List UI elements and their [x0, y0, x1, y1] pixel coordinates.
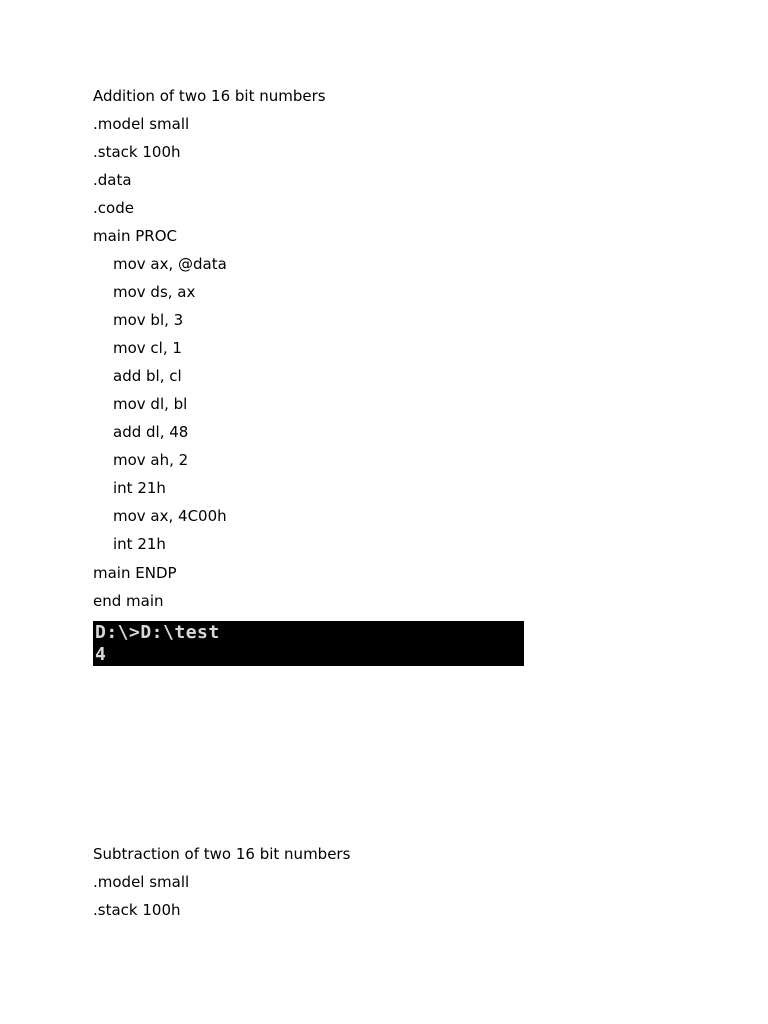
section-title-addition: Addition of two 16 bit numbers	[93, 87, 326, 105]
code-line: .stack 100h	[93, 143, 181, 161]
code-line: main PROC	[93, 227, 177, 245]
code-line: mov cl, 1	[113, 339, 182, 357]
terminal-command-line: D:\>D:\test	[95, 622, 220, 643]
code-line: mov dl, bl	[113, 395, 188, 413]
code-line: int 21h	[113, 535, 166, 553]
section-title-subtraction: Subtraction of two 16 bit numbers	[93, 845, 351, 863]
code-line: mov ax, @data	[113, 255, 227, 273]
code-line: int 21h	[113, 479, 166, 497]
terminal-output-screenshot	[93, 621, 524, 666]
code-line: mov ah, 2	[113, 451, 189, 469]
code-line: mov bl, 3	[113, 311, 184, 329]
code-line: mov ds, ax	[113, 283, 196, 301]
code-line: mov ax, 4C00h	[113, 507, 227, 525]
code-line: .model small	[93, 115, 190, 133]
terminal-result-line: 4	[95, 644, 107, 665]
code-line: .model small	[93, 873, 190, 891]
code-line: .code	[93, 199, 134, 217]
code-line: end main	[93, 592, 164, 610]
code-line: .stack 100h	[93, 901, 181, 919]
code-line: add dl, 48	[113, 423, 189, 441]
code-line: .data	[93, 171, 132, 189]
code-line: main ENDP	[93, 564, 177, 582]
code-line: add bl, cl	[113, 367, 182, 385]
